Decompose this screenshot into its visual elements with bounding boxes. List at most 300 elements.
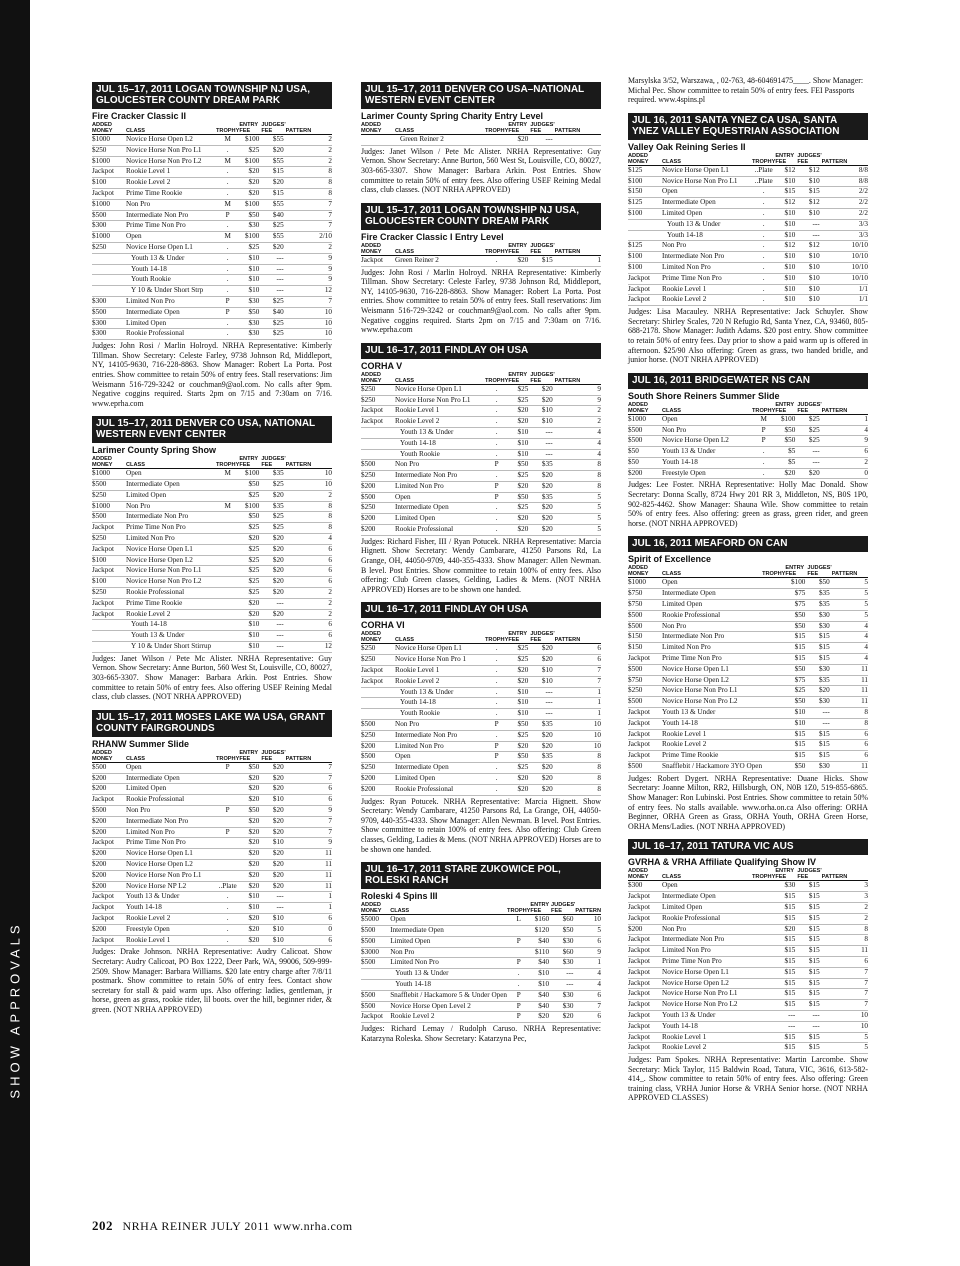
pattern-cell: 8 (597, 752, 601, 761)
trophy-cell: . (226, 286, 229, 295)
trophy-header (216, 456, 239, 469)
class-name-cell: Intermediate Non Pro (126, 816, 189, 825)
judges-fee-header (807, 565, 831, 578)
pattern-header (822, 868, 868, 881)
trophy-cell (216, 598, 239, 609)
entry-fee-cell: $10 (517, 698, 529, 707)
added-money-cell: $500 (361, 492, 376, 501)
table-row (361, 406, 601, 417)
added-money-header-text: MONEY (628, 158, 649, 165)
table-row (92, 480, 332, 491)
trophy-cell: . (762, 230, 765, 239)
entry-fee-cell: $15 (784, 935, 796, 944)
pattern-cell: 6 (597, 990, 601, 999)
added-money-cell: Jackpot (92, 935, 114, 944)
table-row (92, 253, 332, 264)
judges-fee-cell: $12 (808, 198, 820, 207)
class-title: Roleski 4 Spins III (361, 891, 438, 902)
table-row (628, 252, 868, 263)
judges-fee-cell: $15 (808, 1043, 820, 1052)
class-name-cell: Novice Horse Open L2 (662, 675, 729, 684)
table-row (361, 752, 601, 763)
pattern-cell: 4 (597, 449, 601, 458)
trophy-cell: ..Plate (754, 165, 773, 174)
judges-fee-cell: $20 (541, 514, 553, 523)
judges-fee-cell: --- (545, 449, 553, 458)
pattern-cell: 6 (864, 956, 868, 965)
entry-fee-cell: $10 (784, 262, 796, 271)
class-name-cell: Novice Horse Open L1 (662, 967, 729, 976)
pattern-cell: 4 (864, 654, 868, 663)
entry-fee-cell: $50 (794, 610, 806, 619)
judges-fee-cell: $60 (562, 915, 574, 924)
pattern-cell: 2/2 (858, 187, 868, 196)
added-money-cell: Jackpot (92, 523, 114, 532)
added-money-cell: $200 (361, 514, 376, 523)
trophy-cell: P (225, 210, 230, 219)
entry-fee-cell: $10 (784, 230, 796, 239)
trophy-cell (762, 697, 785, 708)
added-money-header-text: ADDED (628, 565, 648, 572)
entry-fee-cell: $50 (784, 425, 796, 434)
trophy-cell: P (516, 1001, 521, 1010)
class-name-cell: Novice Horse Non Pro L1 (126, 566, 202, 575)
entry-fee-cell: $12 (784, 165, 796, 174)
entry-fee-cell: $20 (248, 598, 260, 607)
table-header-row (628, 402, 868, 415)
pattern-cell: 1 (597, 698, 601, 707)
table-row (628, 262, 868, 273)
judges-fee-cell: $15 (808, 924, 820, 933)
pattern-cell: 2/2 (858, 208, 868, 217)
pattern-cell: 7 (328, 762, 332, 771)
class-title: Larimer County Spring Show (92, 445, 217, 456)
table-header (628, 402, 868, 415)
judges-fee-header-text: FEE (261, 128, 273, 134)
judges-fee-header-text: FEE (261, 462, 273, 469)
trophy-cell: . (495, 427, 498, 436)
class-name-cell: Novice Horse Open L2 (662, 436, 729, 445)
table-row (628, 708, 868, 719)
added-money-header (92, 456, 126, 469)
pattern-header (822, 402, 868, 415)
entry-fee-cell: $5 (788, 447, 796, 456)
trophy-cell (762, 589, 785, 600)
table-header (361, 243, 601, 256)
class-header-text: CLASS (126, 755, 145, 762)
pattern-header-text: PATTERN (554, 637, 581, 644)
table-row (361, 644, 601, 655)
table-header-row (361, 902, 601, 915)
trophy-cell: . (495, 417, 498, 426)
pattern-cell: 6 (597, 655, 601, 664)
table-row (92, 534, 332, 545)
added-money-cell: $1000 (628, 578, 646, 587)
class-name-cell: Limited Non Pro (126, 534, 175, 543)
entry-fee-header (775, 868, 797, 881)
entry-fee-cell: $50 (517, 720, 529, 729)
class-name-cell: Intermediate Open (390, 925, 444, 934)
added-money-cell: $500 (628, 436, 643, 445)
trophy-cell (216, 609, 239, 620)
judges-fee-cell: $55 (272, 232, 284, 241)
class-title: Valley Oak Reining Series II (628, 141, 746, 152)
judges-fee-header-text: JUDGES' (530, 242, 555, 249)
class-name-cell: Intermediate Non Pro (126, 512, 189, 521)
judges-fee-cell: $15 (818, 643, 830, 652)
pattern-cell: 2 (328, 145, 332, 154)
judges-fee-cell: $20 (808, 468, 820, 477)
added-money-cell: Jackpot (628, 935, 650, 944)
class-name-cell: Rookie Professional (126, 588, 185, 597)
trophy-cell: P (761, 436, 766, 445)
pattern-cell: 10/10 (851, 252, 868, 261)
pattern-cell: 5 (597, 525, 601, 534)
class-name-cell: Rookie Professional (395, 525, 454, 534)
trophy-cell: . (226, 221, 229, 230)
pattern-cell: 5 (864, 589, 868, 598)
trophy-cell: M (224, 232, 231, 241)
class-name-cell: Open (126, 762, 142, 771)
trophy-cell: . (495, 449, 498, 458)
entry-fee-cell: $20 (248, 881, 260, 890)
pattern-cell: 8 (328, 523, 332, 532)
class-table-body (361, 135, 601, 146)
added-money-cell: $500 (92, 210, 107, 219)
class-header-text: CLASS (126, 128, 145, 134)
table-row (628, 1000, 868, 1011)
pattern-cell: 0 (864, 468, 868, 477)
added-money-cell: $250 (92, 490, 107, 499)
pattern-cell: 8 (328, 167, 332, 176)
class-name-cell: Intermediate Non Pro (662, 632, 725, 641)
entry-fee-cell: $50 (248, 762, 260, 771)
entry-fee-header (239, 456, 261, 469)
pattern-cell: 9 (328, 253, 332, 262)
pattern-cell: 5 (864, 1043, 868, 1052)
class-title: CORHA VI (361, 620, 405, 631)
entry-fee-cell: $30 (248, 221, 260, 230)
pattern-cell: 8 (328, 188, 332, 197)
entry-fee-header-text: ENTRY (775, 152, 795, 159)
judges-fee-header-text: FEE (530, 377, 542, 384)
entry-fee-cell: $25 (248, 588, 260, 597)
table-row (628, 935, 868, 946)
trophy-header-text: TROPHY (485, 377, 509, 384)
table-header (92, 456, 332, 469)
added-money-cell: $500 (361, 925, 376, 934)
judges-fee-cell: $10 (541, 676, 553, 685)
judges-fee-cell: $25 (808, 436, 820, 445)
entry-fee-cell: $25 (517, 384, 529, 393)
table-row (92, 221, 332, 232)
added-money-header-text: ADDED (361, 371, 381, 378)
trophy-cell (762, 654, 785, 665)
class-name-cell: Limited Open (662, 208, 703, 217)
trophy-cell: P (516, 936, 521, 945)
added-money-cell: Jackpot (628, 740, 650, 749)
entry-fee-cell: $20 (248, 784, 260, 793)
added-money-cell (361, 687, 395, 698)
class-name-cell: Youth 13 & Under (131, 253, 185, 262)
entry-fee-header (508, 122, 530, 135)
entry-fee-cell: $10 (538, 979, 550, 988)
judges-fee-cell: $50 (562, 925, 574, 934)
judges-fee-cell: $15 (808, 902, 820, 911)
added-money-cell (361, 427, 395, 438)
table-row (92, 838, 332, 849)
table-header (92, 122, 332, 135)
judges-fee-cell: $10 (808, 295, 820, 304)
table-row (92, 795, 332, 806)
added-money-header-text: ADDED (361, 631, 381, 638)
judges-fee-cell: $20 (272, 827, 284, 836)
added-money-cell: $500 (628, 697, 643, 706)
trophy-header-text: TROPHY (752, 407, 776, 414)
sidebar-strip (0, 0, 30, 1266)
trophy-cell: . (762, 273, 765, 282)
pattern-cell: 7 (864, 989, 868, 998)
footer-text: NRHA REINER JULY 2011 www.nrha.com (122, 1219, 353, 1233)
pattern-cell: 2 (328, 609, 332, 618)
pattern-cell: 11 (861, 762, 868, 770)
pattern-cell: 1 (328, 903, 332, 912)
judges-fee-cell: $20 (541, 784, 553, 793)
entry-fee-cell: $10 (517, 449, 529, 458)
class-name-cell: Rookie Level 2 (126, 609, 171, 618)
table-row (628, 610, 868, 621)
entry-fee-cell: $10 (248, 642, 260, 651)
class-name-cell: Open (662, 881, 678, 890)
class-name-cell: Novice Horse Open L1 (395, 644, 462, 653)
class-header-text: CLASS (126, 462, 145, 469)
added-money-cell: $500 (361, 752, 376, 761)
entry-fee-cell: $20 (517, 741, 529, 750)
table-row (628, 1010, 868, 1021)
trophy-cell (762, 675, 785, 686)
class-name-cell: Limited Open (395, 774, 436, 782)
pattern-cell: 10 (324, 318, 332, 327)
trophy-header-text: TROPHY (752, 158, 776, 165)
entry-fee-cell: $25 (517, 503, 529, 512)
pattern-cell: 5 (864, 578, 868, 587)
class-name-cell: Novice Horse Open L1 (126, 849, 193, 858)
class-name-cell: Rookie Level 2 (662, 740, 707, 749)
class-name-cell: Prime Time Rookie (126, 188, 183, 197)
entry-fee-cell: $25 (248, 145, 260, 154)
trophy-cell: . (495, 655, 498, 664)
pattern-cell: 1/1 (858, 284, 868, 293)
judges-fee-cell: $60 (562, 947, 574, 956)
pattern-header-text: PATTERN (554, 377, 581, 384)
judges-fee-cell: $20 (272, 806, 284, 814)
pattern-cell: 8 (597, 471, 601, 480)
class-name-cell: Intermediate Non Pro (126, 210, 189, 219)
entry-fee-cell: $25 (248, 544, 260, 553)
pattern-cell: 2 (328, 588, 332, 597)
judges-fee-cell: $20 (272, 859, 284, 868)
table-header-row (361, 372, 601, 385)
added-money-cell: $200 (361, 784, 376, 793)
entry-fee-header-text: FEE (239, 462, 251, 469)
class-name-cell: Youth 13 & Under (400, 687, 454, 696)
trophy-cell: . (226, 253, 229, 262)
added-money-cell: Jackpot (628, 1010, 650, 1019)
class-name-cell: Rookie Level 1 (662, 1032, 707, 1041)
show-header: JUL 16–17, 2011 FINDLAY OH USA (361, 343, 601, 359)
pattern-cell: 6 (864, 729, 868, 738)
judges-fee-header-text: FEE (797, 158, 809, 165)
entry-fee-cell: $20 (517, 514, 529, 523)
trophy-cell (752, 978, 775, 989)
continued-note: Marsylska 3/52, Warszawa, , 02-763, 48-604691475____. Show Manager: Michal Pec. Show committee to retain 50% of entry fees. FEI Passports required. www.4spins.pl (628, 76, 864, 105)
added-money-cell: $125 (628, 198, 643, 207)
column-2 (361, 82, 601, 1043)
added-money-cell: Jackpot (628, 989, 650, 998)
entry-fee-cell: $25 (517, 395, 529, 404)
trophy-cell (216, 784, 239, 795)
trophy-cell: P (516, 990, 521, 999)
judges-fee-cell: --- (276, 642, 284, 651)
class-name-cell: Rookie Professional (662, 610, 721, 619)
entry-fee-cell: $100 (244, 135, 260, 143)
trophy-cell (762, 708, 785, 719)
judges-fee-cell: $30 (562, 990, 574, 999)
judges-fee-header (261, 456, 285, 469)
pattern-cell: 2 (328, 490, 332, 499)
table-row (628, 946, 868, 957)
entry-fee-cell: $15 (784, 978, 796, 987)
added-money-cell (361, 135, 395, 146)
added-money-cell: $100 (628, 262, 643, 271)
entry-fee-cell: $40 (538, 1001, 550, 1010)
trophy-cell (485, 135, 508, 146)
class-name-cell: Rookie Professional (395, 784, 454, 793)
entry-fee-cell: $10 (784, 208, 796, 217)
table-row (628, 729, 868, 740)
class-header (126, 122, 216, 135)
trophy-cell (752, 881, 775, 892)
pattern-cell: 10 (324, 329, 332, 338)
entry-fee-cell: $50 (248, 307, 260, 316)
judges-fee-cell: $10 (808, 273, 820, 282)
pattern-cell: 11 (325, 870, 332, 879)
class-name-cell: Youth 13 & Under (667, 219, 721, 228)
judges-fee-header-text: JUDGES' (797, 868, 822, 875)
pattern-cell: 2 (864, 457, 868, 466)
judges-fee-cell: --- (276, 275, 284, 284)
pattern-cell: 10 (593, 730, 601, 739)
added-money-cell: $150 (628, 643, 643, 652)
entry-fee-cell: $75 (794, 589, 806, 598)
class-name-cell: Rookie Level 2 (126, 178, 171, 187)
show-header: JUL 15–17, 2011 DENVER CO USA–NATIONAL WESTERN EVENT CENTER (361, 82, 601, 109)
pattern-cell: 6 (328, 935, 332, 944)
judges-fee-cell: $15 (808, 1032, 820, 1041)
table-row (92, 892, 332, 903)
trophy-cell: P (516, 1012, 521, 1021)
trophy-cell (752, 924, 775, 935)
added-money-cell: $200 (92, 827, 107, 836)
added-money-cell: Jackpot (92, 913, 114, 922)
trophy-cell: . (495, 763, 498, 772)
judges-fee-cell: --- (545, 698, 553, 707)
show-header: JUL 16, 2011 BRIDGEWATER NS CAN (628, 373, 868, 389)
pattern-cell: 7 (597, 666, 601, 675)
judges-fee-cell: $25 (272, 296, 284, 305)
added-money-cell (628, 219, 662, 230)
table-header (92, 750, 332, 763)
pattern-cell: 11 (325, 849, 332, 858)
added-money-cell: $100 (92, 555, 107, 564)
trophy-header-text: TROPHY (216, 128, 240, 134)
class-table (92, 750, 332, 947)
pattern-cell: 3/3 (858, 230, 868, 239)
judges-fee-header-text: JUDGES' (797, 401, 822, 408)
entry-fee-cell: $15 (784, 187, 796, 196)
entry-fee-header-text: ENTRY (239, 122, 259, 128)
table-row (92, 329, 332, 340)
class-table (628, 153, 868, 306)
entry-fee-cell: $10 (248, 620, 260, 629)
class-name-cell: Prime Time Rookie (662, 751, 719, 760)
judges-fee-cell: $55 (272, 135, 284, 143)
class-header-text: CLASS (395, 248, 414, 255)
judges-fee-cell: $30 (818, 762, 830, 770)
judges-fee-cell: $20 (541, 525, 553, 534)
judges-fee-cell: $20 (541, 395, 553, 404)
added-money-cell: $5000 (361, 915, 379, 924)
entry-fee-cell: --- (788, 1010, 796, 1019)
trophy-cell (216, 620, 239, 631)
table-row (92, 935, 332, 946)
added-money-cell: Jackpot (361, 417, 383, 426)
class-name-cell: Limited Non Pro (126, 296, 175, 305)
trophy-cell (762, 729, 785, 740)
trophy-cell (762, 578, 785, 589)
judges-fee-cell: --- (276, 286, 284, 295)
table-row (361, 1001, 601, 1012)
added-money-cell: Jackpot (628, 729, 650, 738)
entry-fee-header-text: FEE (239, 128, 251, 134)
entry-fee-cell: $20 (248, 849, 260, 858)
trophy-cell: P (494, 741, 499, 750)
table-row (628, 924, 868, 935)
table-header-row (628, 868, 868, 881)
table-row (361, 763, 601, 774)
table-row (628, 219, 868, 230)
table-row (92, 555, 332, 566)
judges-fee-header (551, 902, 575, 915)
added-money-header (361, 902, 390, 915)
trophy-cell (752, 967, 775, 978)
trophy-cell: M (224, 469, 231, 478)
class-header (126, 750, 216, 763)
table-row (628, 273, 868, 284)
table-row (361, 525, 601, 536)
added-money-cell: $100 (628, 252, 643, 261)
added-money-cell: $300 (92, 296, 107, 305)
trophy-cell (216, 870, 239, 881)
judges-fee-cell: --- (822, 708, 830, 717)
class-name-cell: Limited Open (390, 936, 431, 945)
entry-fee-header (775, 402, 797, 415)
trophy-cell: P (516, 958, 521, 967)
class-table-body (92, 762, 332, 946)
entry-fee-header-text: FEE (239, 755, 251, 762)
class-name-cell: Youth 13 & Under (662, 708, 716, 717)
table-row (628, 457, 868, 468)
